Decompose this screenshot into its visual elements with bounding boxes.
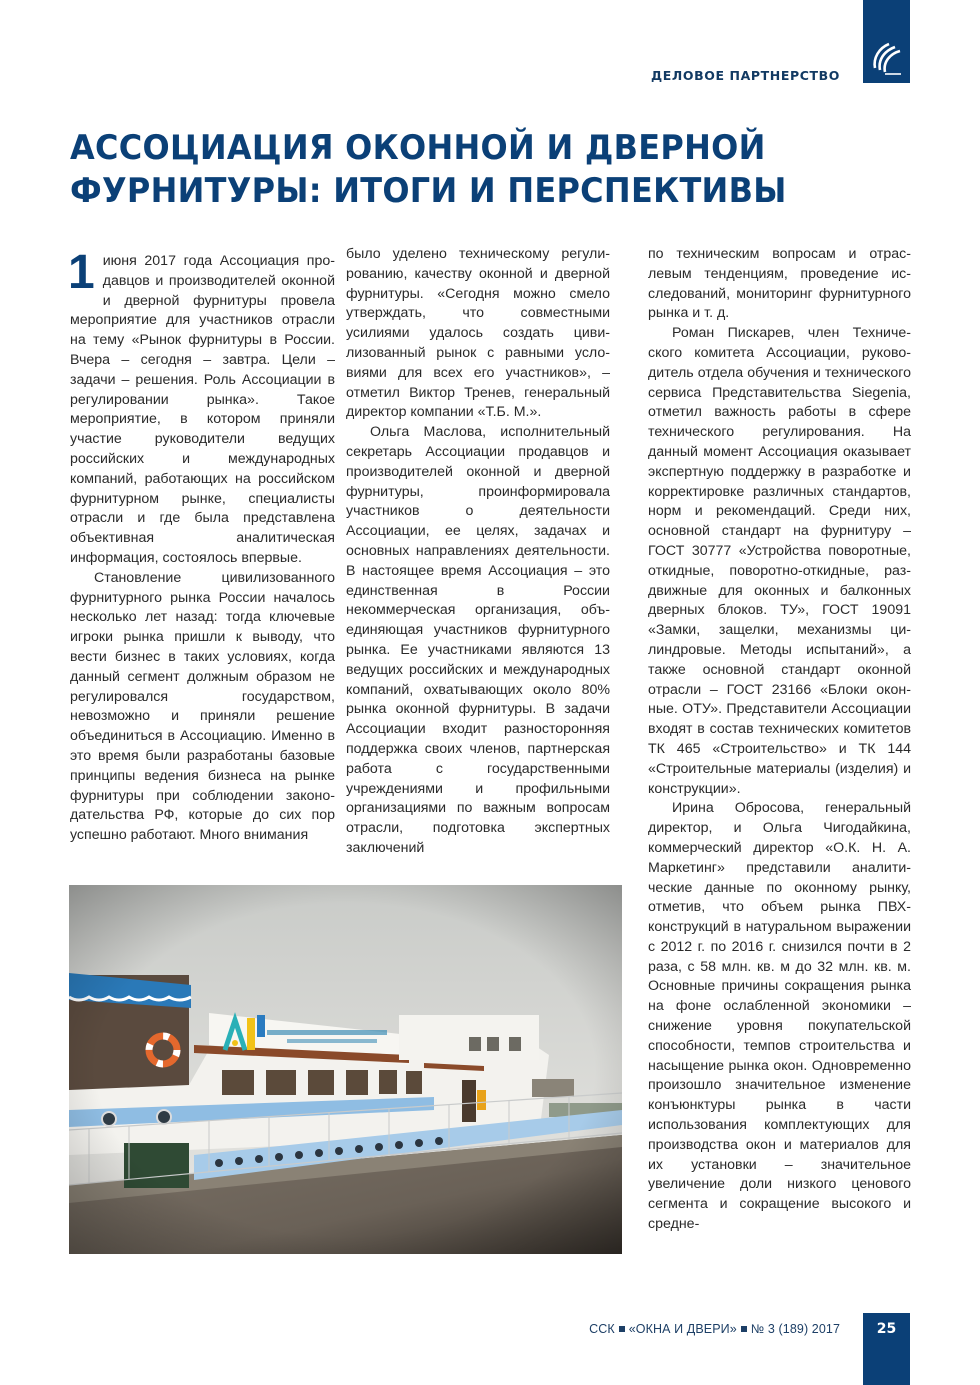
paragraph: Ирина Обросова, генеральный директор, и Ольга Чигодайкина, коммерческий директор «О.К. Н. А. Маркетинг» представили аналитические данные по оконному рынку, отметив, что объем рынка ПВХ-конструкций в натуральном выражении с 2012 г. по 2016 г. снизился почти в 2 раза, с 58 млн. кв. м до 32 млн. кв. м. Основные причины сокращения рынка на фоне ослабленной экономики – снижение уровня покупательской способности, темпов строительства и насыщение рынка окон. Одновременно произошло значительное изменение конъюнктуры рынка в части использования комплектующих для производства окон и материалов для их установки – значительное увеличение доли низкого ценового сегмента и сокращение высокого и средне- (648, 800, 911, 1233)
paragraph: Становление цивилизованного фурнитурного рынка России началось несколько лет назад: тогда ключевые игроки рынка пришли к выводу, что вести бизнес в таких условиях, когда данный сегмент должным образом не регулировался государством, невозможно и приняли решение объединиться в Ассоциацию. Именно в это время были разработаны базовые принципы ведения бизнеса на рынке фурнитуры при соблюдении законодательства РФ, которые до сих пор успешно работают. Много внимания (70, 569, 335, 844)
footer-publisher: ССК (589, 1322, 615, 1336)
footer-magazine: «ОКНА И ДВЕРИ» (628, 1322, 737, 1336)
title-line-2: ФУРНИТУРЫ: ИТОГИ И ПЕРСПЕКТИВЫ (70, 171, 787, 211)
article-column-1 (68, 246, 335, 846)
separator-square-icon (619, 1326, 625, 1332)
magazine-logo-icon (871, 36, 903, 78)
footer-issue-info (560, 1322, 840, 1336)
paragraph: было уделено техническому регулированию, качеству оконной и дверной фурнитуры. «Сегодня можно смело утверждать, что совместными усилиями удалось создать цивилизованный рынок с равными условиями для всех его участников», – отметил Виктор Тренев, генеральный директор компании «Т.Б. М.». (346, 246, 610, 421)
title-line-1: АССОЦИАЦИЯ ОКОННОЙ И ДВЕРНОЙ (70, 128, 766, 168)
page-number: 25 (876, 1321, 897, 1337)
paragraph: по техническим вопросам и отраслевым тенденциям, проведение исследований, мониторинг фурнитурного рынка и т. д. (648, 246, 911, 322)
header-tab (863, 0, 910, 83)
section-label: ДЕЛОВОЕ ПАРТНЕРСТВО (651, 68, 840, 83)
article-photo (69, 885, 622, 1254)
footer-issue: № 3 (189) 2017 (750, 1322, 840, 1336)
paragraph: Роман Пискарев, член Технического комитета Ассоциации, руководитель отдела обучения и технического сервиса Представительства Siegenia, отметил важность работы в сфере технического регулирования. На данный момент Ассоциация оказывает экспертную поддержку в разработке и корректировке различных стандартов, норм и рекомендаций. Среди них, основной стандарт на фурнитуру – ГОСТ 30777 «Устройства поворотные, откидные, поворотно-откидные, раздвижные для оконных и балконных дверных блоков. ТУ», ГОСТ 19091 «Замки, защелки, механизмы цилиндровые. Методы испытаний», а также основной стандарт оконной отрасли – ГОСТ 23166 «Блоки оконные. ОТУ». Представители Ассоциации входят в состав технических комитетов ТК 465 «Строительство» и ТК 144 «Строительные материалы (изделия) и конструкции». (648, 325, 911, 797)
paragraph-intro: 1 июня 2017 года Ассоциация продавцов и производителей оконной и дверной фурнитуры провела мероприятие для участников отрасли на тему «Рынок фурнитуры в России. Вчера – сегодня – завтра. Цели – задачи – решения. Роль Ассоциации в регулировании рынка». Такое мероприятие, в котором приняли участие руководители ведущих российских и международных компаний, работающих на российском фурнитурном рынке, специалисты отрасли и где была представлена объективная аналитическая информация, состоялось впервые. (68, 246, 335, 566)
article-title (70, 127, 803, 213)
drop-cap: 1 (68, 246, 95, 299)
article-column-2 (346, 245, 610, 859)
article-column-3 (648, 245, 911, 1235)
page-number-tab (863, 1313, 910, 1385)
separator-square-icon (741, 1326, 747, 1332)
paragraph: Ольга Маслова, исполнительный секретарь Ассоциации продавцов и производителей оконной и дверной фурнитуры, проинформировала участников о деятельности Ассоциации, ее целях, задачах и основных направлениях деятельности. В настоящее время Ассоциация – это единственная в России некоммерческая организация, объединяющая участников фурнитурного рынка. Ее участниками являются 13 ведущих российских и международных компаний, охватывающих около 80% рынка оконной фурнитуры. В задачи Ассоциации входит разносторонняя поддержка своих членов, партнерская работа с государственными учреждениями и профильными организациями по важным вопросам отрасли, подготовка экспертных заключений (346, 424, 610, 856)
boat-photo-illustration (69, 885, 622, 1254)
